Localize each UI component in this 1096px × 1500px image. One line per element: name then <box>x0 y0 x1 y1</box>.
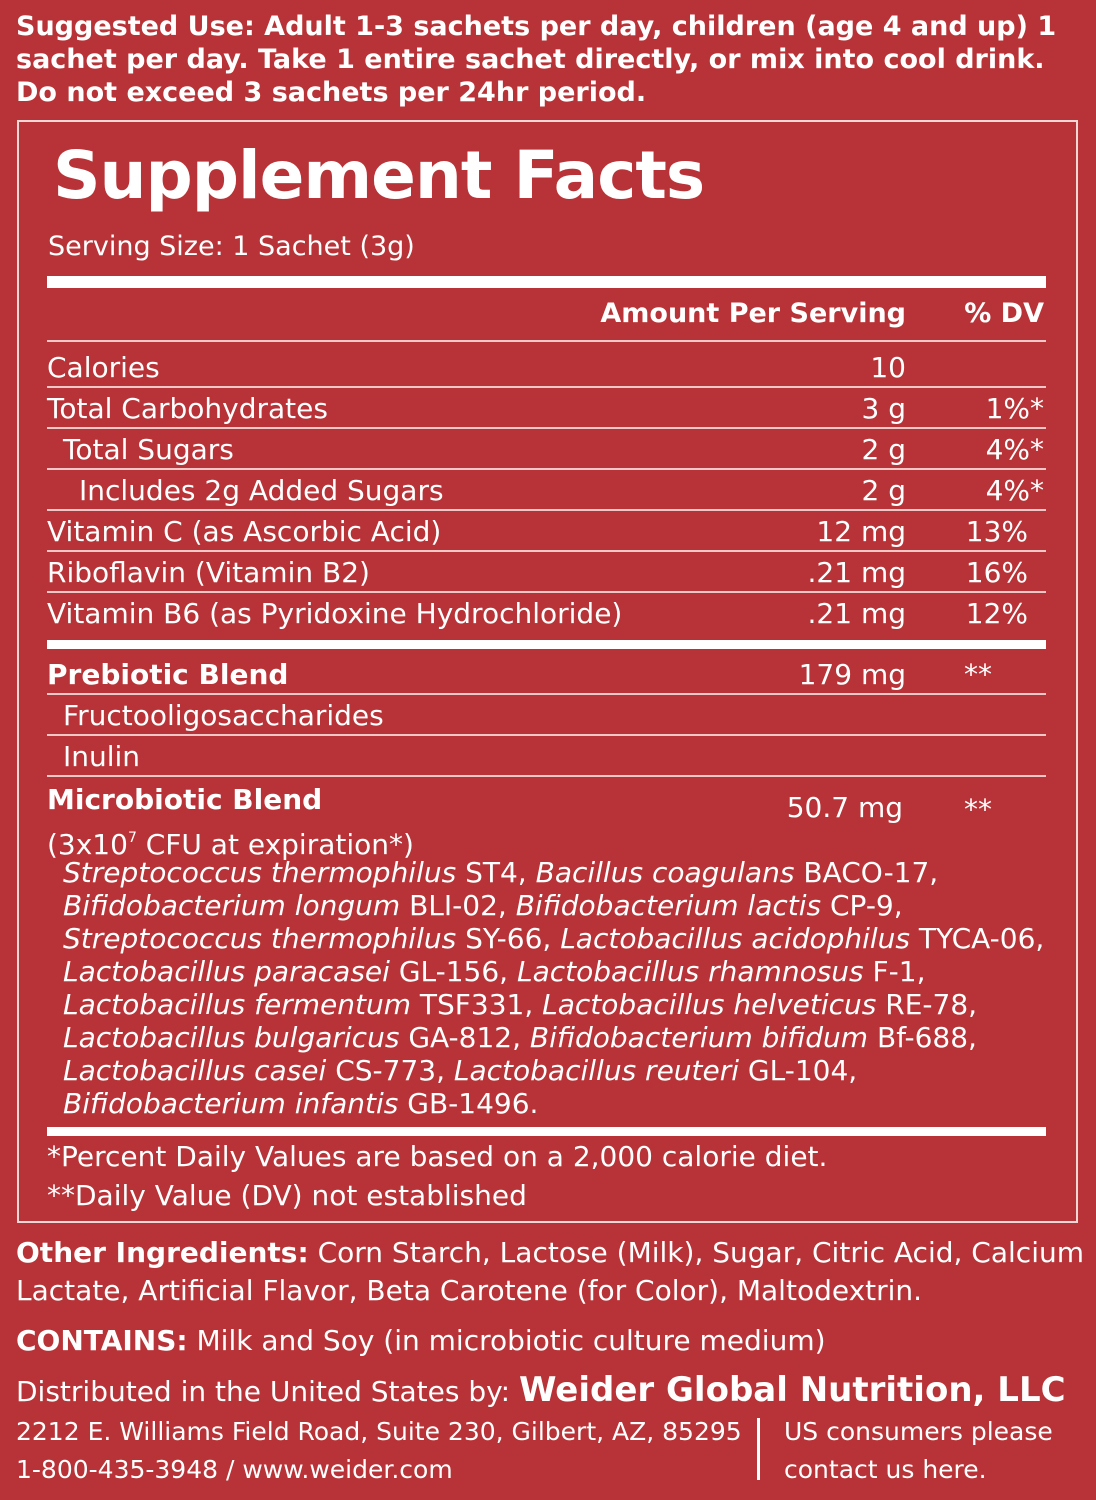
nutrient-row <box>47 347 1046 388</box>
header-amount: Amount Per Serving <box>600 298 906 329</box>
cfu-exponent: 7 <box>127 830 137 846</box>
strain-species: Lactobacillus rhamnosus <box>516 955 864 988</box>
nutrient-row <box>47 388 1046 429</box>
serving-size: Serving Size: 1 Sachet (3g) <box>48 231 415 262</box>
nutrient-dv: 12% <box>965 597 1028 630</box>
nutrient-amount: 12 mg <box>816 515 906 548</box>
strain-species: Lactobacillus acidophilus <box>560 922 911 955</box>
panel-title: Supplement Facts <box>53 137 705 214</box>
prebiotic-blend-amount: 179 mg <box>798 658 906 691</box>
strain-code: TSF331, <box>411 988 543 1021</box>
strain-species: Lactobacillus reuteri <box>453 1054 740 1087</box>
nutrient-amount: 10 <box>870 351 906 384</box>
strain-species: Lactobacillus helveticus <box>542 988 877 1021</box>
microbiotic-blend-dv: ** <box>964 793 992 826</box>
strain-code: CP-9, <box>821 889 903 922</box>
distributor-prefix: Distributed in the United States by: <box>16 1375 520 1408</box>
distributor-address: 2212 E. Williams Field Road, Suite 230, Gilbert, AZ, 85295 <box>16 1417 742 1446</box>
vertical-divider <box>757 1418 760 1480</box>
cfu-prefix: (3x10 <box>47 828 128 861</box>
nutrient-name: Vitamin B6 (as Pyridoxine Hydrochloride) <box>47 597 623 630</box>
suggested-use-text: Adult 1-3 sachets per day, children (age 4 and up) 1 sachet per day. Take 1 entire sachet directly, or mix into cool drink. Do not exceed 3 sachets per 24hr period. <box>16 11 1057 108</box>
strain-species: Bifidobacterium infantis <box>63 1087 399 1120</box>
blend-ingredient-row <box>47 695 1046 736</box>
strain-code: ST4, <box>456 856 536 889</box>
strain-species: Streptococcus thermophilus <box>63 856 457 889</box>
contains-statement <box>16 1322 826 1360</box>
blend-row <box>47 654 1046 695</box>
strain-code: BACO-17, <box>794 856 939 889</box>
nutrient-amount: .21 mg <box>807 597 906 630</box>
other-ingredients <box>16 1234 1086 1310</box>
thick-divider <box>47 276 1046 288</box>
nutrient-dv: 16% <box>965 556 1028 589</box>
distributor-contact[interactable]: 1-800-435-3948 / www.weider.com <box>16 1455 453 1484</box>
supplement-facts-panel <box>17 120 1078 1223</box>
nutrient-amount: 2 g <box>861 433 906 466</box>
consumer-note[interactable]: US consumers please contact us here. <box>784 1417 1053 1484</box>
nutrient-row <box>47 552 1046 593</box>
nutrient-name: Calories <box>47 351 160 384</box>
other-ingredients-text: Corn Starch, Lactose (Milk), Sugar, Citric Acid, Calcium Lactate, Artificial Flavor, Beta Carotene (for Color), Maltodextrin. <box>16 1236 1084 1307</box>
strain-code: RE-78, <box>876 988 978 1021</box>
blend-ingredient: Fructooligosaccharides <box>63 699 384 732</box>
nutrient-amount: .21 mg <box>807 556 906 589</box>
footnote-dv: *Percent Daily Values are based on a 2,000 calorie diet. <box>47 1140 828 1173</box>
microbiotic-blend-amount: 50.7 mg <box>786 791 903 824</box>
cfu-suffix: CFU at expiration*) <box>136 828 414 861</box>
blend-ingredient-row <box>47 736 1046 777</box>
nutrient-amount: 3 g <box>861 392 906 425</box>
strain-code: GA-812, <box>399 1021 530 1054</box>
strain-code: SY-66, <box>456 922 561 955</box>
nutrient-name: Total Sugars <box>63 433 234 466</box>
strain-code: F-1, <box>863 955 926 988</box>
prebiotic-blend-name: Prebiotic Blend <box>47 658 289 691</box>
nutrient-name: Vitamin C (as Ascorbic Acid) <box>47 515 442 548</box>
strain-species: Lactobacillus casei <box>63 1054 327 1087</box>
nutrient-amount: 2 g <box>861 474 906 507</box>
nutrient-name: Total Carbohydrates <box>47 392 328 425</box>
distributor-address-block <box>16 1413 742 1489</box>
nutrient-row <box>47 593 1046 634</box>
nutrient-row <box>47 470 1046 511</box>
nutrient-row <box>47 511 1046 552</box>
strain-code: CS-773, <box>326 1054 454 1087</box>
distributor-line <box>16 1370 1066 1412</box>
nutrient-dv: 1%* <box>985 392 1044 425</box>
strain-species: Lactobacillus fermentum <box>63 988 412 1021</box>
thick-divider <box>47 1127 1046 1136</box>
blend-ingredient: Inulin <box>63 740 141 773</box>
other-ingredients-label: Other Ingredients: <box>16 1236 309 1269</box>
strain-species: Lactobacillus bulgaricus <box>63 1021 400 1054</box>
thick-divider <box>47 640 1046 649</box>
suggested-use-label: Suggested Use: <box>16 11 255 42</box>
nutrient-dv: 13% <box>965 515 1028 548</box>
strain-species: Bifidobacterium bifidum <box>529 1021 869 1054</box>
suggested-use <box>16 10 1086 109</box>
column-header <box>47 292 1046 342</box>
strain-code: GB-1496. <box>398 1087 539 1120</box>
strain-species: Lactobacillus paracasei <box>63 955 390 988</box>
strain-species: Bifidobacterium longum <box>63 889 401 922</box>
strain-code: Bf-688, <box>868 1021 977 1054</box>
strain-code: BLI-02, <box>400 889 516 922</box>
strain-list <box>63 856 1053 1120</box>
footnote-not-established: **Daily Value (DV) not established <box>47 1179 527 1212</box>
strain-species: Streptococcus thermophilus <box>63 922 457 955</box>
nutrient-name: Riboflavin (Vitamin B2) <box>47 556 370 589</box>
contains-label: CONTAINS: <box>16 1324 188 1357</box>
nutrient-name: Includes 2g Added Sugars <box>79 474 444 507</box>
prebiotic-blend-dv: ** <box>964 658 992 691</box>
nutrient-dv: 4%* <box>985 433 1044 466</box>
strain-species: Bifidobacterium lactis <box>515 889 822 922</box>
strain-code: GL-156, <box>389 955 517 988</box>
nutrient-dv: 4%* <box>985 474 1044 507</box>
strain-code: TYCA-06, <box>910 922 1045 955</box>
contains-text: Milk and Soy (in microbiotic culture medium) <box>187 1324 826 1357</box>
nutrient-row <box>47 429 1046 470</box>
microbiotic-blend-name: Microbiotic Blend <box>47 783 323 816</box>
strain-species: Bacillus coagulans <box>535 856 795 889</box>
distributor-company: Weider Global Nutrition, LLC <box>519 1370 1066 1410</box>
strain-code: GL-104, <box>739 1054 858 1087</box>
header-dv: % DV <box>964 298 1044 329</box>
